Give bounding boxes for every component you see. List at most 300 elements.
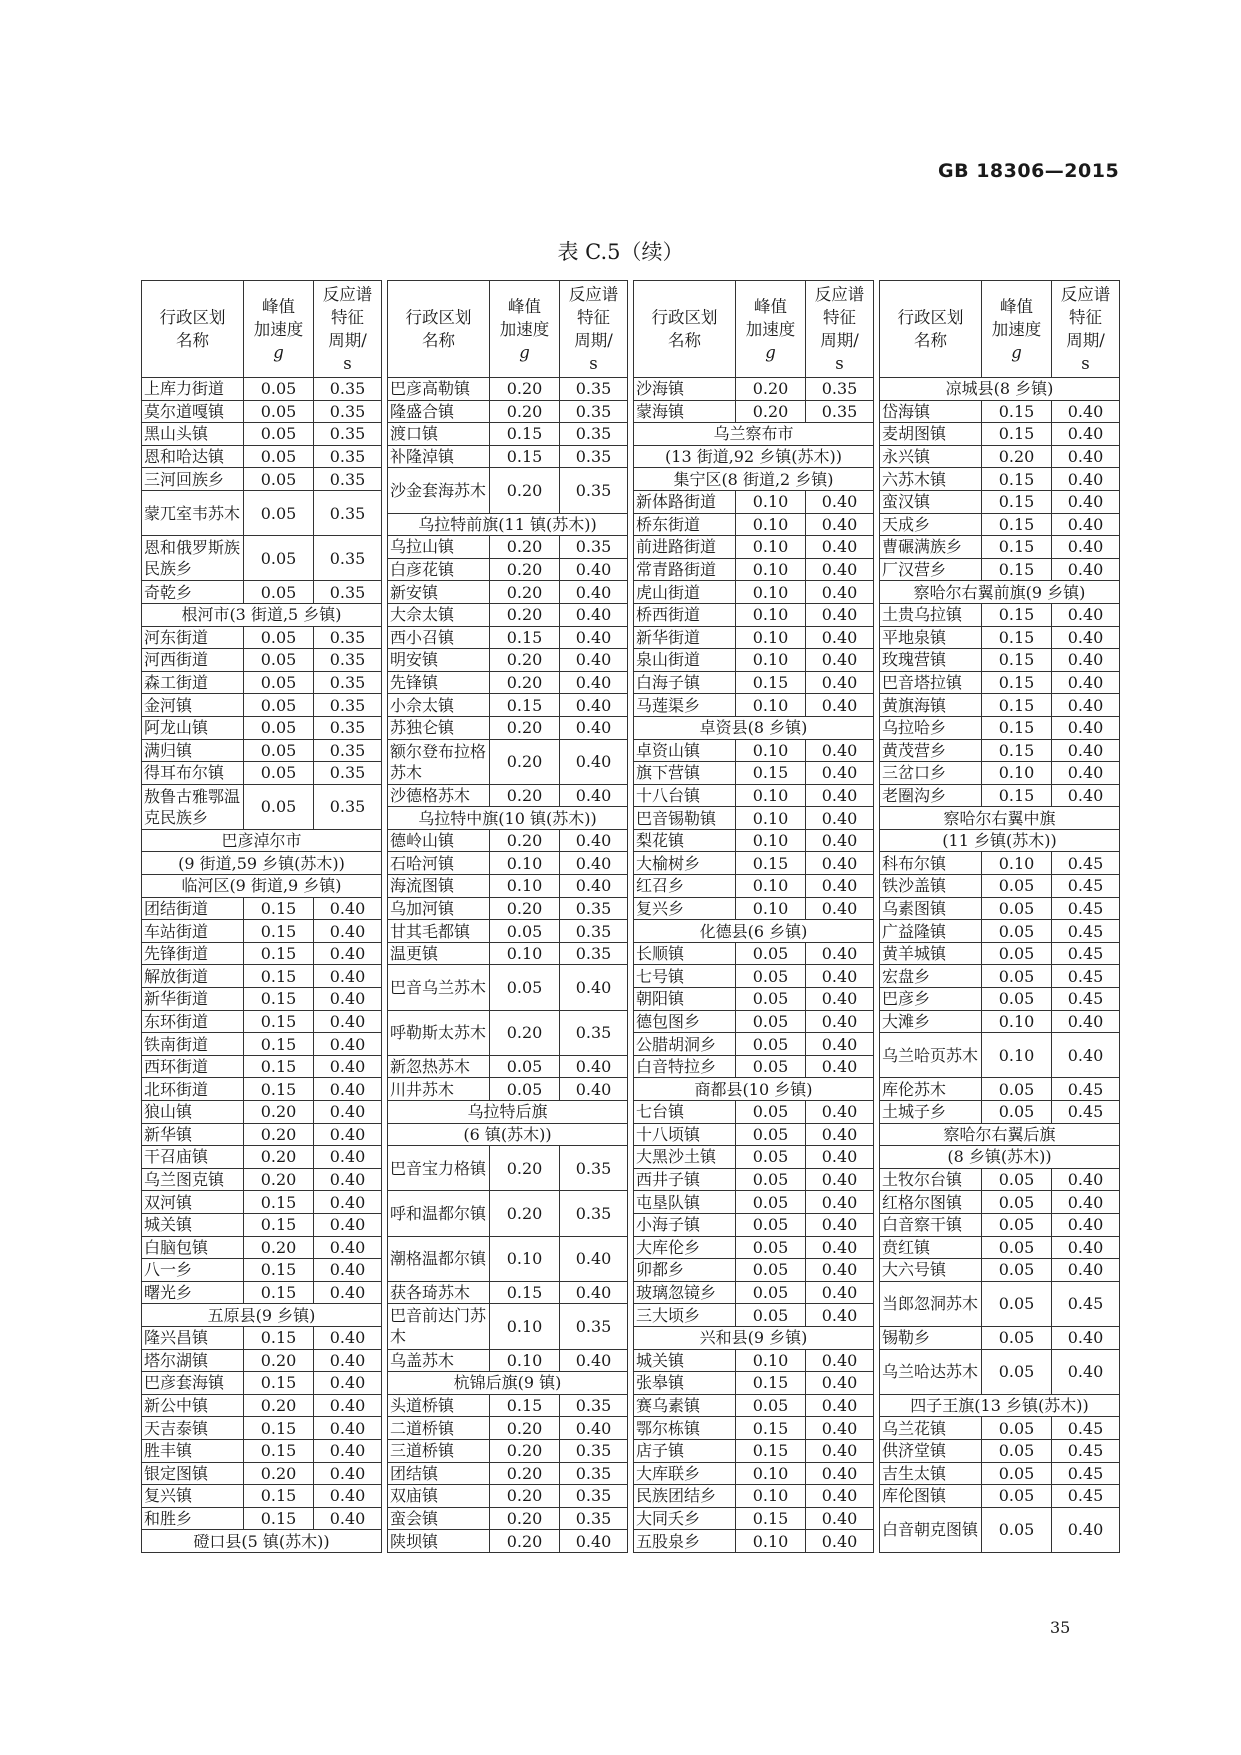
division-name: 金河镇 bbox=[142, 694, 244, 717]
response-period: 0.40 bbox=[1052, 784, 1120, 807]
peak-acceleration: 0.05 bbox=[244, 490, 314, 535]
response-period: 0.40 bbox=[1052, 1326, 1120, 1349]
response-period: 0.35 bbox=[314, 445, 382, 468]
response-period: 0.45 bbox=[1052, 897, 1120, 920]
division-name: 头道桥镇 bbox=[388, 1394, 490, 1417]
table-row bbox=[634, 1010, 874, 1033]
response-period: 0.40 bbox=[806, 1213, 874, 1236]
response-period: 0.45 bbox=[1052, 1439, 1120, 1462]
response-period: 0.40 bbox=[560, 694, 628, 717]
division-name: 天成乡 bbox=[880, 513, 982, 536]
table-row bbox=[880, 1236, 1120, 1259]
response-period: 0.40 bbox=[806, 1191, 874, 1214]
response-period: 0.35 bbox=[314, 581, 382, 604]
peak-acceleration: 0.15 bbox=[244, 1033, 314, 1056]
region-heading-row bbox=[880, 1123, 1120, 1146]
response-period: 0.45 bbox=[1052, 852, 1120, 875]
table-row bbox=[388, 423, 628, 446]
division-name: 乌盖苏木 bbox=[388, 1349, 490, 1372]
response-period: 0.40 bbox=[1052, 649, 1120, 672]
region-heading-row bbox=[880, 581, 1120, 604]
peak-acceleration: 0.15 bbox=[244, 942, 314, 965]
table-row bbox=[388, 468, 628, 513]
response-period: 0.40 bbox=[806, 988, 874, 1011]
response-period: 0.35 bbox=[314, 671, 382, 694]
division-name: 大同夭乡 bbox=[634, 1507, 736, 1530]
division-name: 桥东街道 bbox=[634, 513, 736, 536]
table-row bbox=[634, 603, 874, 626]
peak-acceleration: 0.15 bbox=[736, 1507, 806, 1530]
region-heading: (13 街道,92 乡镇(苏木)) bbox=[634, 445, 874, 468]
response-period: 0.35 bbox=[560, 423, 628, 446]
response-period: 0.45 bbox=[1052, 1078, 1120, 1101]
peak-acceleration: 0.05 bbox=[244, 739, 314, 762]
table-row bbox=[142, 1259, 382, 1282]
peak-acceleration: 0.15 bbox=[982, 649, 1052, 672]
peak-acceleration: 0.10 bbox=[736, 581, 806, 604]
peak-acceleration: 0.20 bbox=[244, 1349, 314, 1372]
peak-acceleration: 0.10 bbox=[490, 875, 560, 898]
response-period: 0.40 bbox=[560, 965, 628, 1010]
division-name: 苏独仑镇 bbox=[388, 716, 490, 739]
division-name: 巴彦高勒镇 bbox=[388, 378, 490, 401]
division-name: 库伦苏木 bbox=[880, 1078, 982, 1101]
response-period: 0.35 bbox=[314, 468, 382, 491]
table-row bbox=[880, 1326, 1120, 1349]
response-period: 0.40 bbox=[1052, 513, 1120, 536]
response-period: 0.35 bbox=[560, 1439, 628, 1462]
response-period: 0.40 bbox=[314, 1055, 382, 1078]
division-name: 新忽热苏木 bbox=[388, 1055, 490, 1078]
response-period: 0.35 bbox=[560, 445, 628, 468]
peak-acceleration: 0.05 bbox=[982, 1462, 1052, 1485]
response-period: 0.40 bbox=[560, 1530, 628, 1553]
table-row bbox=[634, 581, 874, 604]
peak-acceleration: 0.05 bbox=[736, 1101, 806, 1124]
peak-acceleration: 0.05 bbox=[982, 1485, 1052, 1508]
table-row bbox=[388, 739, 628, 784]
response-period: 0.40 bbox=[806, 875, 874, 898]
division-name: 麦胡图镇 bbox=[880, 423, 982, 446]
division-name: 石哈河镇 bbox=[388, 852, 490, 875]
peak-acceleration: 0.20 bbox=[490, 649, 560, 672]
response-period: 0.40 bbox=[806, 852, 874, 875]
division-name: 得耳布尔镇 bbox=[142, 762, 244, 785]
response-period: 0.40 bbox=[560, 1417, 628, 1440]
division-name: 白彦花镇 bbox=[388, 558, 490, 581]
response-period: 0.40 bbox=[560, 603, 628, 626]
table-grid bbox=[141, 280, 1120, 1553]
region-heading-row bbox=[634, 445, 874, 468]
table-row bbox=[634, 1485, 874, 1508]
table-row bbox=[388, 1462, 628, 1485]
peak-acceleration: 0.05 bbox=[244, 581, 314, 604]
table-row bbox=[388, 1055, 628, 1078]
table-row bbox=[634, 807, 874, 830]
table-row bbox=[634, 1123, 874, 1146]
division-name: 黄羊城镇 bbox=[880, 942, 982, 965]
response-period: 0.40 bbox=[560, 581, 628, 604]
column-header-line: s bbox=[1081, 354, 1090, 373]
peak-acceleration: 0.05 bbox=[490, 1078, 560, 1101]
table-row bbox=[880, 1168, 1120, 1191]
table-row bbox=[880, 988, 1120, 1011]
response-period: 0.40 bbox=[806, 694, 874, 717]
peak-acceleration: 0.05 bbox=[244, 400, 314, 423]
peak-acceleration: 0.15 bbox=[490, 694, 560, 717]
response-period: 0.40 bbox=[1052, 739, 1120, 762]
peak-acceleration: 0.05 bbox=[982, 1507, 1052, 1552]
division-name: 泉山街道 bbox=[634, 649, 736, 672]
region-heading: 化德县(6 乡镇) bbox=[634, 920, 874, 943]
peak-acceleration: 0.05 bbox=[982, 1213, 1052, 1236]
division-name: 额尔登布拉格苏木 bbox=[388, 739, 490, 784]
table-row bbox=[634, 1530, 874, 1553]
table-row bbox=[142, 400, 382, 423]
table-row bbox=[388, 536, 628, 559]
peak-acceleration: 0.15 bbox=[244, 1055, 314, 1078]
region-heading: 五原县(9 乡镇) bbox=[142, 1304, 382, 1327]
region-heading: 卓资县(8 乡镇) bbox=[634, 716, 874, 739]
table-row bbox=[142, 671, 382, 694]
table-row bbox=[142, 1281, 382, 1304]
division-name: 三岔口乡 bbox=[880, 762, 982, 785]
response-period: 0.40 bbox=[560, 558, 628, 581]
table-row bbox=[880, 1507, 1120, 1552]
region-heading: 磴口县(5 镇(苏木)) bbox=[142, 1530, 382, 1553]
region-heading: 杭锦后旗(9 镇) bbox=[388, 1372, 628, 1395]
table-row bbox=[142, 626, 382, 649]
peak-acceleration: 0.05 bbox=[736, 1236, 806, 1259]
table-row bbox=[388, 1439, 628, 1462]
peak-acceleration: 0.10 bbox=[736, 490, 806, 513]
table-row bbox=[142, 1123, 382, 1146]
table-row bbox=[388, 942, 628, 965]
region-heading-row bbox=[142, 829, 382, 852]
division-name: 铁沙盖镇 bbox=[880, 875, 982, 898]
region-heading-row bbox=[634, 1078, 874, 1101]
peak-acceleration: 0.05 bbox=[982, 1349, 1052, 1394]
peak-acceleration: 0.10 bbox=[490, 1349, 560, 1372]
table-row bbox=[388, 581, 628, 604]
column-header-period bbox=[1052, 281, 1120, 378]
division-name: 复兴乡 bbox=[634, 897, 736, 920]
region-heading-row bbox=[388, 1123, 628, 1146]
table-row bbox=[388, 875, 628, 898]
column-header-line: 加速度 bbox=[991, 319, 1042, 339]
peak-acceleration: 0.20 bbox=[490, 739, 560, 784]
region-heading: 集宁区(8 街道,2 乡镇) bbox=[634, 468, 874, 491]
table-row bbox=[142, 468, 382, 491]
table-row bbox=[880, 400, 1120, 423]
division-name: 乌加河镇 bbox=[388, 897, 490, 920]
peak-acceleration: 0.15 bbox=[982, 671, 1052, 694]
peak-acceleration: 0.05 bbox=[244, 716, 314, 739]
table-row bbox=[880, 942, 1120, 965]
response-period: 0.40 bbox=[806, 671, 874, 694]
peak-acceleration: 0.15 bbox=[982, 536, 1052, 559]
peak-acceleration: 0.15 bbox=[244, 1010, 314, 1033]
division-name: 十八顷镇 bbox=[634, 1123, 736, 1146]
table-row bbox=[142, 1010, 382, 1033]
response-period: 0.35 bbox=[560, 378, 628, 401]
region-heading-row bbox=[388, 513, 628, 536]
response-period: 0.40 bbox=[806, 829, 874, 852]
response-period: 0.35 bbox=[314, 378, 382, 401]
division-name: 北环街道 bbox=[142, 1078, 244, 1101]
table-row bbox=[142, 897, 382, 920]
response-period: 0.45 bbox=[1052, 1101, 1120, 1124]
division-name: 狼山镇 bbox=[142, 1101, 244, 1124]
peak-acceleration: 0.05 bbox=[736, 1191, 806, 1214]
response-period: 0.40 bbox=[806, 1281, 874, 1304]
division-name: 大滩乡 bbox=[880, 1010, 982, 1033]
region-heading-row bbox=[634, 468, 874, 491]
response-period: 0.40 bbox=[314, 1168, 382, 1191]
peak-acceleration: 0.05 bbox=[982, 965, 1052, 988]
peak-acceleration: 0.10 bbox=[736, 807, 806, 830]
response-period: 0.40 bbox=[1052, 423, 1120, 446]
peak-acceleration: 0.10 bbox=[736, 513, 806, 536]
response-period: 0.40 bbox=[806, 1010, 874, 1033]
table-row bbox=[880, 1281, 1120, 1326]
response-period: 0.35 bbox=[560, 400, 628, 423]
division-name: 和胜乡 bbox=[142, 1507, 244, 1530]
response-period: 0.40 bbox=[314, 1213, 382, 1236]
division-name: 隆盛合镇 bbox=[388, 400, 490, 423]
peak-acceleration: 0.10 bbox=[736, 897, 806, 920]
table-row bbox=[880, 1462, 1120, 1485]
division-name: 五股泉乡 bbox=[634, 1530, 736, 1553]
response-period: 0.35 bbox=[806, 378, 874, 401]
table-row bbox=[634, 1055, 874, 1078]
region-heading: 乌拉特中旗(10 镇(苏木)) bbox=[388, 807, 628, 830]
table-row bbox=[142, 581, 382, 604]
response-period: 0.40 bbox=[314, 1439, 382, 1462]
table-row bbox=[142, 423, 382, 446]
division-name: 大六号镇 bbox=[880, 1259, 982, 1282]
peak-acceleration: 0.20 bbox=[490, 1530, 560, 1553]
region-heading-row bbox=[142, 1304, 382, 1327]
peak-acceleration: 0.10 bbox=[736, 829, 806, 852]
region-heading: (9 街道,59 乡镇(苏木)) bbox=[142, 852, 382, 875]
table-row bbox=[142, 649, 382, 672]
division-name: 胜丰镇 bbox=[142, 1439, 244, 1462]
peak-acceleration: 0.05 bbox=[736, 988, 806, 1011]
response-period: 0.40 bbox=[806, 1304, 874, 1327]
division-name: 大榆树乡 bbox=[634, 852, 736, 875]
response-period: 0.35 bbox=[314, 762, 382, 785]
peak-acceleration: 0.20 bbox=[244, 1123, 314, 1146]
table-row bbox=[634, 1349, 874, 1372]
division-name: 乌拉山镇 bbox=[388, 536, 490, 559]
table-row bbox=[388, 649, 628, 672]
peak-acceleration: 0.05 bbox=[982, 1439, 1052, 1462]
response-period: 0.35 bbox=[560, 1485, 628, 1508]
peak-acceleration: 0.20 bbox=[490, 1010, 560, 1055]
table-row bbox=[880, 649, 1120, 672]
response-period: 0.35 bbox=[806, 400, 874, 423]
table-row bbox=[880, 1485, 1120, 1508]
division-name: 六苏木镇 bbox=[880, 468, 982, 491]
region-heading: (11 乡镇(苏木)) bbox=[880, 829, 1120, 852]
region-heading-row bbox=[880, 1146, 1120, 1169]
division-name: 满归镇 bbox=[142, 739, 244, 762]
division-name: 沙海镇 bbox=[634, 378, 736, 401]
column-header-line: 名称 bbox=[176, 331, 209, 350]
peak-acceleration: 0.20 bbox=[244, 1394, 314, 1417]
table-row bbox=[388, 829, 628, 852]
peak-acceleration: 0.05 bbox=[736, 1394, 806, 1417]
division-name: 铁南街道 bbox=[142, 1033, 244, 1056]
peak-acceleration: 0.15 bbox=[982, 513, 1052, 536]
sub-table bbox=[879, 280, 1120, 1553]
sub-table bbox=[141, 280, 382, 1553]
region-heading: 乌拉特后旗 bbox=[388, 1101, 628, 1124]
table-row bbox=[880, 445, 1120, 468]
peak-acceleration: 0.05 bbox=[736, 1281, 806, 1304]
division-name: 大库联乡 bbox=[634, 1462, 736, 1485]
table-row bbox=[142, 1462, 382, 1485]
table-row bbox=[634, 671, 874, 694]
column-header-period bbox=[560, 281, 628, 378]
division-name: 玫瑰营镇 bbox=[880, 649, 982, 672]
peak-acceleration: 0.15 bbox=[982, 558, 1052, 581]
table-row bbox=[634, 1394, 874, 1417]
table-row bbox=[142, 1326, 382, 1349]
table-row bbox=[880, 852, 1120, 875]
division-name: 曙光乡 bbox=[142, 1281, 244, 1304]
division-name: 桥西街道 bbox=[634, 603, 736, 626]
peak-acceleration: 0.15 bbox=[244, 1078, 314, 1101]
column-header-line: 加速度 bbox=[499, 319, 550, 339]
page-number: 35 bbox=[1050, 1618, 1071, 1637]
column-header-pga bbox=[244, 281, 314, 378]
peak-acceleration: 0.20 bbox=[490, 558, 560, 581]
division-name: 天吉泰镇 bbox=[142, 1417, 244, 1440]
column-header-line: 周期/ bbox=[574, 331, 613, 350]
division-name: 东环街道 bbox=[142, 1010, 244, 1033]
table-row bbox=[142, 988, 382, 1011]
response-period: 0.40 bbox=[1052, 1033, 1120, 1078]
peak-acceleration: 0.05 bbox=[244, 694, 314, 717]
response-period: 0.40 bbox=[806, 1123, 874, 1146]
response-period: 0.35 bbox=[560, 1462, 628, 1485]
response-period: 0.40 bbox=[806, 603, 874, 626]
peak-acceleration: 0.20 bbox=[490, 536, 560, 559]
peak-acceleration: 0.15 bbox=[490, 1281, 560, 1304]
table-row bbox=[634, 988, 874, 1011]
column-header-line: 名称 bbox=[914, 331, 947, 350]
peak-acceleration: 0.20 bbox=[244, 1168, 314, 1191]
response-period: 0.40 bbox=[806, 1462, 874, 1485]
peak-acceleration: 0.15 bbox=[490, 423, 560, 446]
region-heading-row bbox=[388, 1372, 628, 1395]
column-header-name bbox=[142, 281, 244, 378]
response-period: 0.40 bbox=[1052, 468, 1120, 491]
table-row bbox=[388, 1010, 628, 1055]
division-name: 大佘太镇 bbox=[388, 603, 490, 626]
response-period: 0.40 bbox=[314, 1123, 382, 1146]
division-name: 渡口镇 bbox=[388, 423, 490, 446]
table-row bbox=[634, 852, 874, 875]
table-row bbox=[880, 784, 1120, 807]
division-name: 巴音前达门苏木 bbox=[388, 1304, 490, 1349]
division-name: 黄旗海镇 bbox=[880, 694, 982, 717]
division-name: 新安镇 bbox=[388, 581, 490, 604]
table-row bbox=[880, 1439, 1120, 1462]
column-header-line: 特征 bbox=[331, 308, 364, 327]
table-row bbox=[880, 1213, 1120, 1236]
division-name: 温更镇 bbox=[388, 942, 490, 965]
response-period: 0.40 bbox=[314, 1507, 382, 1530]
table-row bbox=[880, 739, 1120, 762]
peak-acceleration: 0.15 bbox=[244, 965, 314, 988]
region-heading: 乌拉特前旗(11 镇(苏木)) bbox=[388, 513, 628, 536]
table-row bbox=[142, 1078, 382, 1101]
table-row bbox=[142, 1417, 382, 1440]
peak-acceleration: 0.10 bbox=[736, 558, 806, 581]
response-period: 0.40 bbox=[560, 1078, 628, 1101]
table-row bbox=[388, 1394, 628, 1417]
peak-acceleration: 0.05 bbox=[982, 875, 1052, 898]
division-name: 蛮汉镇 bbox=[880, 490, 982, 513]
peak-acceleration: 0.05 bbox=[736, 942, 806, 965]
peak-acceleration: 0.20 bbox=[244, 1236, 314, 1259]
division-name: 朝阳镇 bbox=[634, 988, 736, 1011]
header-row bbox=[880, 281, 1120, 378]
response-period: 0.40 bbox=[314, 1191, 382, 1214]
peak-acceleration: 0.15 bbox=[244, 897, 314, 920]
division-name: 团结镇 bbox=[388, 1462, 490, 1485]
response-period: 0.40 bbox=[560, 1349, 628, 1372]
column-header-line: s bbox=[343, 354, 352, 373]
division-name: 梨花镇 bbox=[634, 829, 736, 852]
region-heading: 察哈尔右翼后旗 bbox=[880, 1123, 1120, 1146]
table-row bbox=[880, 536, 1120, 559]
column-header-line: 周期/ bbox=[1066, 331, 1105, 350]
column-header-line: 特征 bbox=[577, 308, 610, 327]
table-row bbox=[634, 1281, 874, 1304]
region-heading: 巴彦淖尔市 bbox=[142, 829, 382, 852]
table-row bbox=[388, 694, 628, 717]
peak-acceleration: 0.15 bbox=[736, 1372, 806, 1395]
peak-acceleration: 0.10 bbox=[736, 1349, 806, 1372]
peak-acceleration: 0.15 bbox=[244, 1281, 314, 1304]
division-name: 新华街道 bbox=[634, 626, 736, 649]
table-row bbox=[634, 942, 874, 965]
response-period: 0.35 bbox=[560, 1507, 628, 1530]
column-header-line: 周期/ bbox=[328, 331, 367, 350]
response-period: 0.40 bbox=[806, 1507, 874, 1530]
response-period: 0.40 bbox=[806, 626, 874, 649]
response-period: 0.35 bbox=[314, 423, 382, 446]
table-row bbox=[634, 829, 874, 852]
region-heading-row bbox=[634, 920, 874, 943]
peak-acceleration: 0.20 bbox=[244, 1462, 314, 1485]
table-row bbox=[880, 490, 1120, 513]
division-name: 补隆淖镇 bbox=[388, 445, 490, 468]
division-name: 呼勒斯太苏木 bbox=[388, 1010, 490, 1055]
peak-acceleration: 0.20 bbox=[736, 400, 806, 423]
peak-acceleration: 0.05 bbox=[244, 378, 314, 401]
response-period: 0.40 bbox=[806, 897, 874, 920]
peak-acceleration: 0.05 bbox=[244, 468, 314, 491]
table-row bbox=[634, 400, 874, 423]
division-name: 小海子镇 bbox=[634, 1213, 736, 1236]
peak-acceleration: 0.05 bbox=[736, 1055, 806, 1078]
table-row bbox=[142, 1055, 382, 1078]
